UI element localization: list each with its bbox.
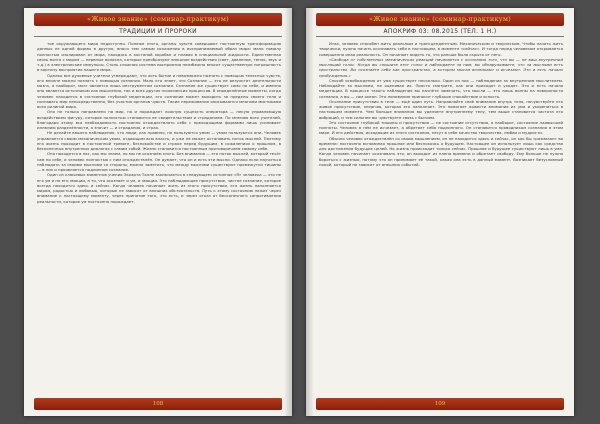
right-page-section-title: АПОКРИФ 03: 08.2015 (ТЕЛ. 1 Н.) [316, 27, 564, 37]
right-page-header-banner: «Живое знание» (семинар-практикум) [316, 13, 564, 26]
paragraph: Способ освобождения от ума существует несколько. Один из них — наблюдение за внутренним мыслителем. Наблюдайте за мыслями, не оценивая их. Просто смотрите, как они приходят и уходят. Это и есть начало медитации. В процессе такого наблюдения вы начнёте замечать, что мысли — это лишь волны на поверхности сознания, а вы — сам океан. Это понимание приносит глубокое спокойствие и ясность. [319, 77, 563, 99]
left-page-number: 108 [34, 398, 282, 410]
paragraph: Итак, человек способен жить реальным и трансцендентным. Механическим и творческим. Чтобы начать жить творчески, нужно начать осознавать себя в настоящем, в моменте «сейчас». И тогда перед человеком открывается совершенно иная реальность. Он начинает видеть то, что раньше было скрыто от него. [319, 41, 563, 57]
paragraph: тое окружающего мира недоступно. Понеже этого, органы чувств совершают постоянную трансформацию данных из одной формы в другую, внося тем самым искажения в воспринимаемый образ мира: мало помалу полностью изолирован от мира, находясь в костяной коробке и плавая в специальной жидкости. Единственная связь мозга с миром — нервные волокна, которые преобразуют внешние воздействия (свет, давление, тепло, звук и т.д.) в электрические импульсы. Столь сложная система восприятия неизбежно вносит существенную погрешность в картину восприятия нашего мира. [37, 41, 281, 73]
left-page-header-banner: «Живое знание» (семинар-практикум) [34, 13, 282, 26]
paragraph: Осознание присутствия в теле — ещё один путь. Направляйте своё внимание внутрь тела, почувствуйте его живое присутствие, энергию, которая его наполняет. Это помогает вывести внимание из ума и укорениться в настоящем моменте. Чем больше внимания вы уделяете внутреннему телу, тем выше становится частота его вибраций, и тем сильнее вы чувствуете связь с бытием. [319, 98, 563, 120]
paragraph: Не делайте вашего наблюдения, что люди, как правило, не пользуются умом — умом пользуются они. Человек управляется своим механическим умом, отдающим всю власть, и уже не может остановить поток мыслей. Поэтому его жизнь проходит в постоянной тревоге, беспокойстве и страхе перед будущим, в сожалениях о прошлом, в бесконечных внутренних диалогах с самим собой. Жизнь становится постоянным противоречием самому себе. [37, 130, 281, 151]
paragraph: Оно не только направлено на мир, но и порождает ложную сущность оператора — некую управляющую воздействием фигуру, которое полностью становится ее свидетельством и страданием. По мнению всех учителей, благодаря этому вся необходимость постоянно отождествлять себя с преходящими формами лишь усиливает иллюзию разделённости, а значит — и страдания, и страх. [37, 109, 281, 130]
paragraph: Однако все духовные учители утверждают, что хоть бытие и невозможно познать с помощью телесных чувств, его вполне можно познать с помощью сознания. Мало кто знает, что Сознание — это не результат деятельности мозга, а наоборот, мозг является лишь инструментом сознания. Сознание же существует само по себе, и именно оно является источником как мышления, так и всех других психических процессов. В определённые моменты, когда человек находится в состоянии глубокой медитации, его сознание может выходить за пределы своего тела и познавать мир непосредственно, без участия органов чувств. Такие переживания описываются многими мистиками всех религий мира. [37, 72, 281, 109]
right-page-number: 109 [316, 398, 564, 410]
quote-paragraph: «Свобода от собственных механических реакций начинается с осознания того, что вы — не ваш внутренний мыслящий голос. Когда вы слышите этот голос и наблюдаете за ним, вы обнаруживаете, что за мыслями есть пространство. Вы осознаёте себя как пространство, в котором мысли возникают и исчезают. Это и есть начало пробуждения.» [319, 56, 563, 78]
left-page-section-title: ТРАДИЦИИ И ПРОРОКИ [34, 27, 282, 37]
paragraph: Один из ключевых моментов учения Экхарта Толле заключается в следующем: истинное «Я» человека — это не его ум и не его эмоции, а то, что осознаёт и ум, и эмоции. Это наблюдающее присутствие, чистое сознание, которое всегда находится здесь и сейчас. Когда человек начинает жить из этого присутствия, его жизнь наполняется миром, радостью и любовью, которые не зависят от внешних обстоятельств. Путь к этому состоянию лежит через внимание к настоящему моменту, через принятие того, что есть, и через отказ от бесконечного сопротивления реальности, которое ум постоянно порождает. [37, 172, 281, 204]
left-page [24, 8, 292, 416]
paragraph: Это состояние глубокой тишины и присутствия — не состояние отсутствия, а наоборот, состояние наивысшей полноты. Человек в нём не исчезает, а обретает себя подлинного. Он становится проводником сознания в этом мире. И его действия, исходящие из этого состояния, несут в себе качество творчества, любви и мудрости. [319, 119, 563, 136]
right-page-body [319, 41, 563, 393]
right-page [306, 8, 574, 416]
left-page-body [37, 41, 281, 393]
paragraph: Оно находится в нас, как мы знаем, но мы не осознаём этого. Без внимания — это поток мыслей, который течёт сам по себе, и человек полностью с ним отождествлён. Он думает, что он и есть эти мысли. Однако если научиться наблюдать за своими мыслями со стороны, можно заметить, что между мыслями существуют промежутки тишины — в них и проявляется подлинное сознание. [37, 151, 281, 172]
paragraph: Обычно человек отождествлён со своим мышлением, он не находится здесь и сейчас, он как бы «размазан» во времени: постоянно вспоминая прошлое или беспокоясь о будущем. Настоящее он использует лишь как средство для достижения будущих целей. Но жизнь происходит только сейчас. Прошлое и будущее существуют лишь в уме. Когда человек начинает осознавать это, он выходит из плена времени и обретает свободу. Ему больше не нужно бороться с жизнью, потому что он принимает её такой, какая она есть в данный момент. Возникает безусловный покой, который не зависит от внешних событий. [319, 135, 563, 167]
